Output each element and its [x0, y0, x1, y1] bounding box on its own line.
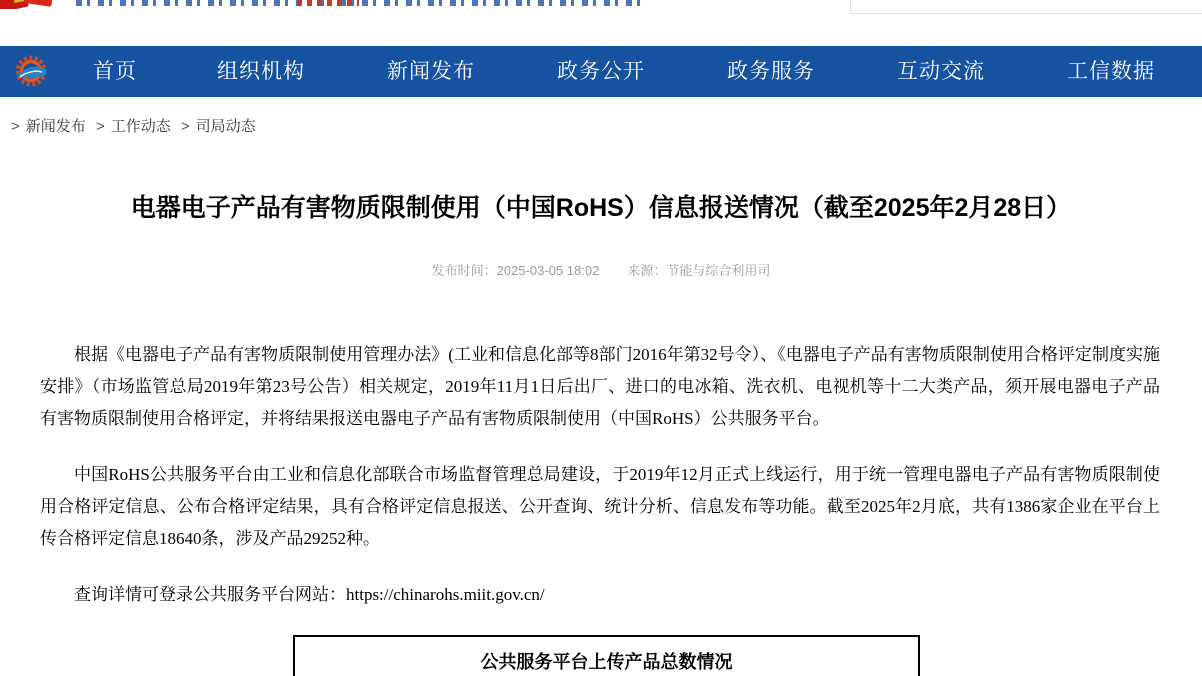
source-value: 节能与综合利用司 — [666, 263, 771, 278]
breadcrumb — [5, 118, 1202, 136]
breadcrumb-separator: > — [95, 118, 105, 135]
breadcrumb-item-news[interactable]: 新闻发布 — [25, 118, 86, 135]
miit-gear-logo-icon[interactable] — [14, 54, 50, 90]
nav-item-gov-disclosure[interactable]: 政务公开 — [557, 60, 645, 83]
emblem-red-shape — [26, 0, 53, 7]
article-meta — [0, 263, 1202, 278]
publish-time-value: 2025-03-05 18:02 — [496, 263, 600, 278]
site-logo-fragment — [0, 0, 56, 9]
masthead-title-text-fragment-red — [297, 0, 359, 6]
nav-item-news[interactable]: 新闻发布 — [387, 60, 475, 83]
paragraph-regulations: 根据《电器电子产品有害物质限制使用管理办法》(工业和信息化部等8部门2016年第32号令）、《电器电子产品有害物质限制使用合格评定制度实施安排》（市场监管总局2019年第23号公告）相关规定，2019年11月1日后出厂、进口的电冰箱、洗衣机、电视机等十二大类产品，须开展电器电子产品有害物质限制使用合格评定，并将结果报送电器电子产品有害物质限制使用（中国RoHS）公共服务平台。 — [40, 345, 1160, 428]
masthead — [0, 0, 1202, 46]
search-input[interactable] — [850, 0, 1202, 14]
upload-totals-table — [293, 635, 920, 676]
breadcrumb-separator: > — [180, 118, 190, 135]
main-navbar — [0, 46, 1202, 97]
article-body — [40, 339, 1160, 611]
paragraph-platform-stats: 中国RoHS公共服务平台由工业和信息化部联合市场监督管理总局建设，于2019年12月正式上线运行，用于统一管理电器电子产品有害物质限制使用合格评定信息、公布合格评定结果，具有合格评定信息报送、公开查询、统计分析、信息发布等功能。截至2025年2月底，共有1386家企业在平台上传合格评定信息18640条，涉及产品29252种。 — [40, 465, 1160, 548]
nav-item-interaction[interactable]: 互动交流 — [897, 60, 985, 83]
page-title: 电器电子产品有害物质限制使用（中国RoHS）信息报送情况（截至2025年2月28日） — [130, 194, 1072, 222]
breadcrumb-item-work-trends[interactable]: 工作动态 — [110, 118, 171, 135]
paragraph-platform-url: 查询详情可登录公共服务平台网站：https://chinarohs.miit.gov.cn/ — [74, 585, 545, 604]
publish-time-label: 发布时间： — [431, 263, 497, 278]
nav-item-organization[interactable]: 组织机构 — [217, 60, 305, 83]
breadcrumb-separator: > — [11, 118, 20, 135]
source-label: 来源： — [627, 263, 667, 278]
upload-totals-table-title: 公共服务平台上传产品总数情况 — [480, 652, 733, 672]
nav-item-home[interactable]: 首页 — [93, 60, 137, 83]
nav-item-data[interactable]: 工信数据 — [1067, 60, 1155, 83]
breadcrumb-item-bureau-trends[interactable]: 司局动态 — [195, 118, 256, 135]
nav-item-gov-services[interactable]: 政务服务 — [727, 60, 815, 83]
